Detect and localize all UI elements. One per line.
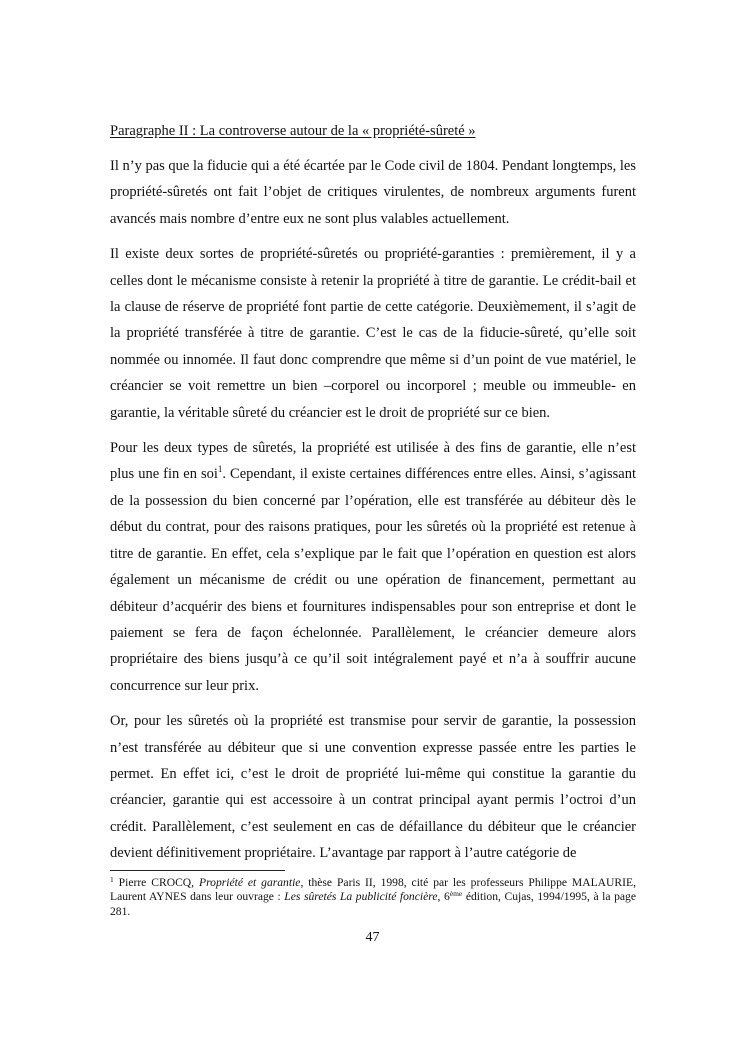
footnote-book-title: Les sûretés La publicité foncière [284,890,438,904]
section-heading: Paragraphe II : La controverse autour de la « propriété-sûreté » [110,123,476,139]
footnote-separator [110,870,285,871]
footnote-thesis-title: Propriété et garantie [198,876,301,889]
paragraph-3 [110,435,636,699]
footnote-text-3: édition, Cujas, 1994/1995, à la page 281. [110,890,636,918]
paragraph-3-text-start: Pour les deux types de sûretés, la propriété est utilisée à des fins de garantie, elle n’est plus une fin en soi [110,440,636,483]
footnote-reference[interactable]: 1 [217,464,223,475]
footnote-text-2: , 6 [437,890,450,904]
paragraph-3-text-end: . Cependant, il existe certaines différences entre elles. Ainsi, s’agissant de la possession du bien concerné par l’opération, elle est transférée au débiteur dès le début du contrat, pour des raisons pratiques, pour les sûretés où la propriété est retenue à titre de garantie. En effet, cela s’explique par le fait que l’opération en question est alors également un mécanisme de crédit ou une opération de financement, permettant au débiteur d’acquérir des biens et fournitures indispensables pour son entreprise et dont le paiement se fera de façon échelonnée. Parallèlement, le créancier demeure alors propriétaire des biens jusqu’à ce qu’il soit intégralement payé et n’a à souffrir aucune concurrence sur leur prix. [110,466,636,694]
footnote-edition-superscript: ème [449,889,463,899]
paragraph-2: Il existe deux sortes de propriété-sûretés ou propriété-garanties : premièrement, il y a celles dont le mécanisme consiste à retenir la propriété à titre de garantie. Le crédit-bail et la clause de réserve de propriété font partie de cette catégorie. Deuxièmement, il s’agit de la propriété transférée à titre de garantie. C’est le cas de la fiducie-sûreté, qu’elle soit nommée ou innomée. Il faut donc comprendre que même si d’un point de vue matériel, le créancier se voit remettre un bien –corporel ou incorporel ; meuble ou immeuble- en garantie, la véritable sûreté du créancier est le droit de propriété sur ce bien. [110,246,636,421]
footnote-marker: 1 [110,875,114,884]
footnote-author: Pierre CROCQ, [113,876,199,889]
paragraph-1: Il n’y pas que la fiducie qui a été écartée par le Code civil de 1804. Pendant longtemps, les propriété-sûretés ont fait l’objet de critiques virulentes, de nombreux arguments furent avancés mais nombre d’entre eux ne sont plus valables actuellement. [110,158,636,227]
footnote [110,876,636,919]
footnote-text-1: , thèse Paris II, 1998, cité par les professeurs Philippe MALAURIE, Laurent AYNES dans leur ouvrage : [110,876,636,904]
paragraph-4: Or, pour les sûretés où la propriété est transmise pour servir de garantie, la possession n’est transférée au débiteur que si une convention expresse passée entre les parties le permet. En effet ici, c’est le droit de propriété lui-même qui constitue la garantie du créancier, garantie qui est accessoire à un contrat principal ayant permis l’octroi d’un crédit. Parallèlement, c’est seulement en cas de défaillance du débiteur que le créancier devient définitivement propriétaire. L’avantage par rapport à l’autre catégorie de [110,713,636,862]
document-body [110,118,636,876]
page-number: 47 [365,930,380,945]
